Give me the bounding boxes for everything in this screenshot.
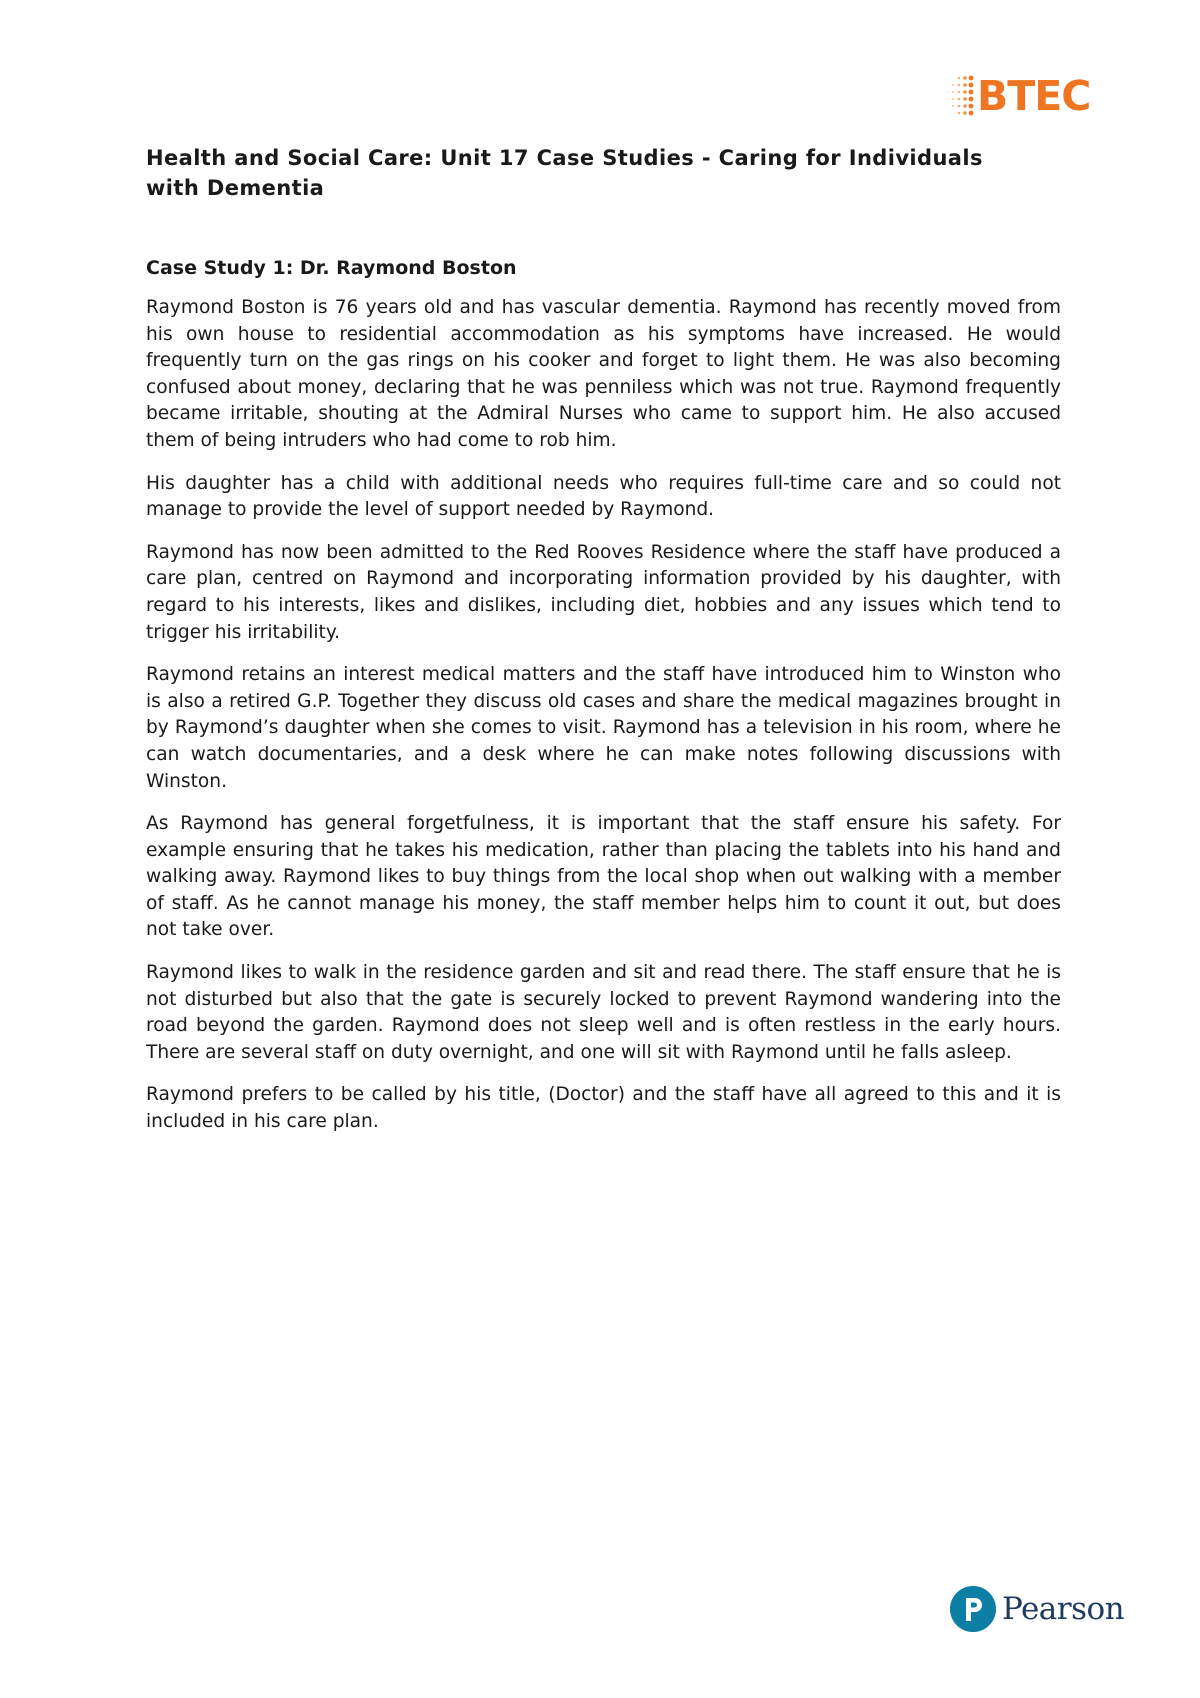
paragraph: Raymond has now been admitted to the Red Rooves Residence where the staff have produced a care plan, centred on Raymond and incorporating information provided by his daughter, with regard to his interests, likes and dislikes, including diet, hobbies and any issues which tend to trigger his irritability. bbox=[146, 541, 1061, 643]
document-body bbox=[146, 143, 1061, 1152]
pearson-logo bbox=[950, 1586, 1124, 1632]
paragraph: Raymond retains an interest medical matters and the staff have introduced him to Winston who is also a retired G.P. Together they discuss old cases and share the medical magazines brought in by Raymond’s daughter when she comes to visit. Raymond has a television in his room, where he can watch documentaries, and a desk where he can make notes following discussions with Winston. bbox=[146, 664, 1061, 792]
paragraph: As Raymond has general forgetfulness, it is important that the staff ensure his safety. For example ensuring that he takes his medication, rather than placing the tablets into his hand and walking away. Raymond likes to buy things from the local shop when out walking with a member of staff. As he cannot manage his money, the staff member helps him to count it out, but does not take over. bbox=[146, 813, 1061, 941]
btec-logo bbox=[945, 70, 1090, 122]
btec-logo-text: BTEC bbox=[977, 71, 1091, 120]
paragraph: His daughter has a child with additional needs who requires full-time care and so could not manage to provide the level of support needed by Raymond. bbox=[146, 472, 1061, 521]
pearson-p-icon bbox=[950, 1586, 996, 1632]
btec-dots-icon bbox=[945, 74, 975, 118]
paragraph: Raymond prefers to be called by his title, (Doctor) and the staff have all agreed to this and it is included in his care plan. bbox=[146, 1084, 1061, 1133]
case-study-heading: Case Study 1: Dr. Raymond Boston bbox=[146, 257, 517, 279]
paragraph: Raymond likes to walk in the residence garden and sit and read there. The staff ensure that he is not disturbed but also that the gate is securely locked to prevent Raymond wandering into the road beyond the garden. Raymond does not sleep well and is often restless in the early hours. There are several staff on duty overnight, and one will sit with Raymond until he falls asleep. bbox=[146, 962, 1061, 1063]
paragraph: Raymond Boston is 76 years old and has vascular dementia. Raymond has recently moved from his own house to residential accommodation as his symptoms have increased. He would frequently turn on the gas rings on his cooker and forget to light them. He was also becoming confused about money, declaring that he was penniless which was not true. Raymond frequently became irritable, shouting at the Admiral Nurses who came to support him. He also accused them of being intruders who had come to rob him. bbox=[146, 297, 1061, 451]
pearson-logo-text: Pearson bbox=[1002, 1591, 1125, 1627]
document-title: Health and Social Care: Unit 17 Case Studies - Caring for Individuals with Dementia bbox=[146, 146, 983, 200]
